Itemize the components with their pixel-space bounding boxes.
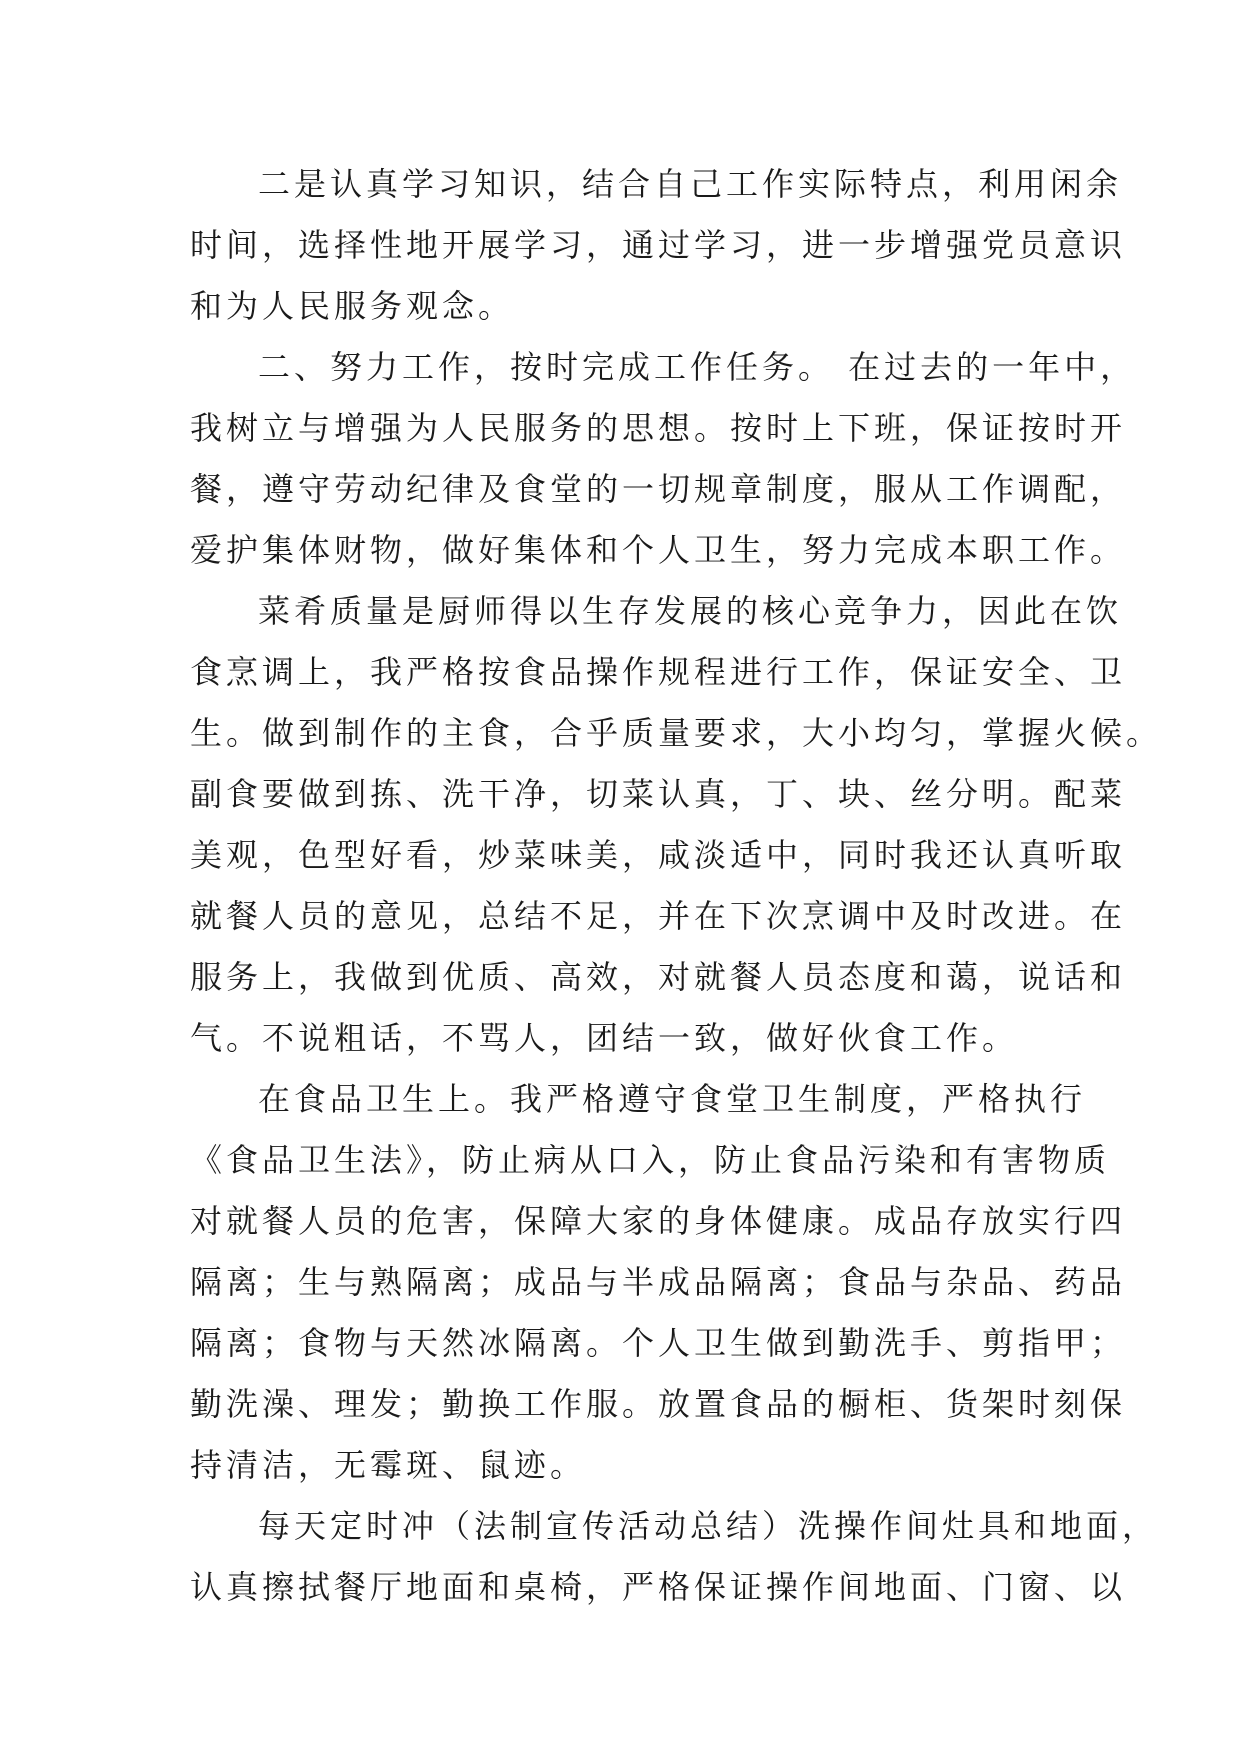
paragraph-line: 食烹调上，我严格按食品操作规程进行工作，保证安全、卫 (190, 653, 1127, 691)
paragraph-line: 气。不说粗话，不骂人，团结一致，做好伙食工作。 (190, 1019, 1019, 1057)
paragraph-line: 二是认真学习知识，结合自己工作实际特点，利用闲余 (258, 165, 1123, 203)
paragraph-line: 每天定时冲（法制宣传活动总结）洗操作间灶具和地面， (258, 1507, 1159, 1545)
paragraph-line: 隔离；食物与天然冰隔离。个人卫生做到勤洗手、剪指甲； (190, 1324, 1127, 1362)
paragraph-line: 餐，遵守劳动纪律及食堂的一切规章制度，服从工作调配， (190, 470, 1127, 508)
paragraph-line: 就餐人员的意见，总结不足，并在下次烹调中及时改进。在 (190, 897, 1127, 935)
paragraph-line: 在食品卫生上。我严格遵守食堂卫生制度，严格执行 (258, 1080, 1087, 1118)
body-text (190, 154, 1163, 1618)
paragraph-line: 生。做到制作的主食，合乎质量要求，大小均匀，掌握火候。 (190, 714, 1163, 752)
paragraph-line: 隔离；生与熟隔离；成品与半成品隔离；食品与杂品、药品 (190, 1263, 1127, 1301)
paragraph-line: 美观，色型好看，炒菜味美，咸淡适中，同时我还认真听取 (190, 836, 1127, 874)
paragraph-line: 服务上，我做到优质、高效，对就餐人员态度和蔼，说话和 (190, 958, 1127, 996)
paragraph-line: 对就餐人员的危害，保障大家的身体健康。成品存放实行四 (190, 1202, 1127, 1240)
paragraph-line: 我树立与增强为人民服务的思想。按时上下班，保证按时开 (190, 409, 1127, 447)
paragraph-line: 持清洁，无霉斑、鼠迹。 (190, 1446, 587, 1484)
paragraph-line: 副食要做到拣、洗干净，切菜认真，丁、块、丝分明。配菜 (190, 775, 1127, 813)
paragraph-line: 《食品卫生法》，防止病从口入，防止食品污染和有害物质 (190, 1141, 1111, 1179)
paragraph-line: 认真擦拭餐厅地面和桌椅，严格保证操作间地面、门窗、以 (190, 1568, 1127, 1606)
paragraph-line: 二、努力工作，按时完成工作任务。 在过去的一年中， (258, 348, 1137, 386)
paragraph-line: 菜肴质量是厨师得以生存发展的核心竞争力，因此在饮 (258, 592, 1123, 630)
paragraph-line: 爱护集体财物，做好集体和个人卫生，努力完成本职工作。 (190, 531, 1127, 569)
paragraph-line: 勤洗澡、理发；勤换工作服。放置食品的橱柜、货架时刻保 (190, 1385, 1127, 1423)
paragraph-line: 时间，选择性地开展学习，通过学习，进一步增强党员意识 (190, 226, 1127, 264)
paragraph-line: 和为人民服务观念。 (190, 287, 515, 325)
